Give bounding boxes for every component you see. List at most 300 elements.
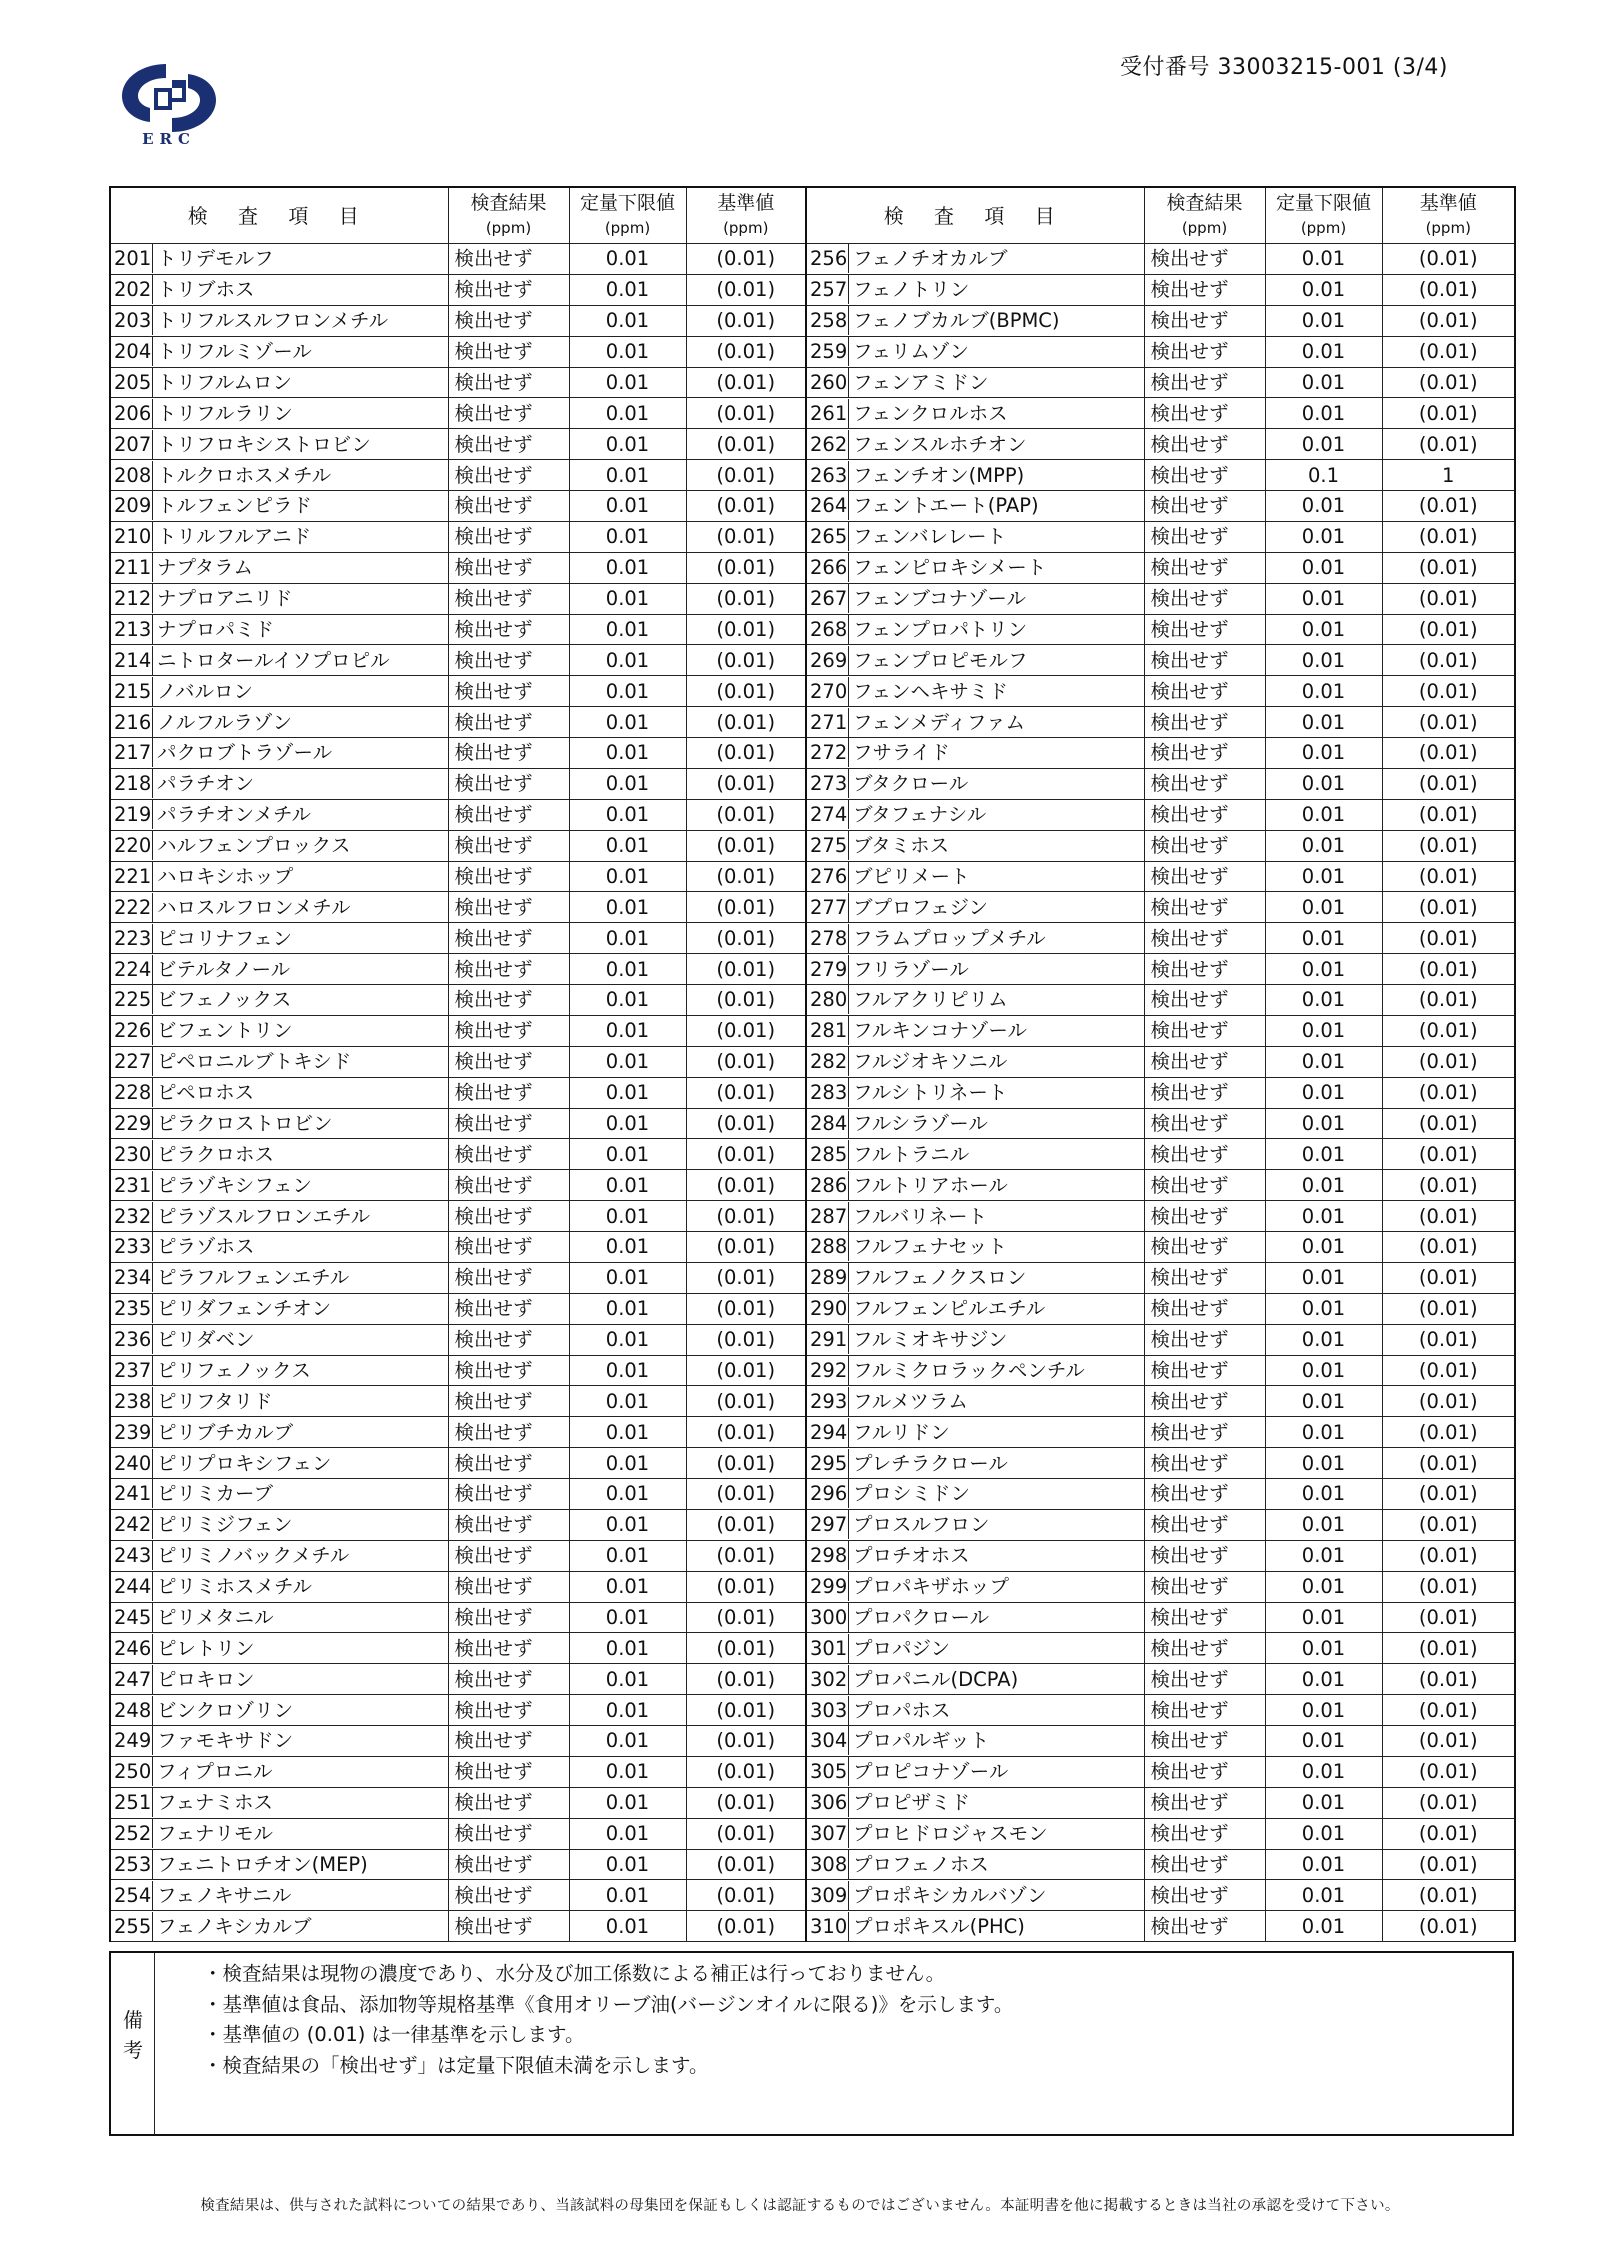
item-number: 286 [810,1171,849,1200]
table-row [110,1911,1515,1942]
loq-cell: 0.01 [1265,954,1382,985]
remark-item: ・ 基準値は食品、添加物等規格基準《食用オリーブ油(バージンオイルに限る)》を示します。 [203,1990,1013,2021]
item-name: フェリムゾン [853,340,970,364]
remark-item: ・ 検査結果は現物の濃度であり、水分及び加工係数による補正は行っておりません。 [203,1959,1013,1990]
loq-cell: 0.01 [569,1664,686,1695]
item-cell [110,1293,448,1324]
item-cell [110,1787,448,1818]
item-cell [110,1880,448,1911]
standard-cell: (0.01) [686,1818,806,1849]
item-name: フェノトリン [853,278,970,302]
standard-cell: (0.01) [686,1695,806,1726]
item-name: プロパニル(DCPA) [853,1667,1019,1691]
item-name: フェンクロルホス [853,401,1008,425]
remark-item: ・ 基準値の (0.01) は一律基準を示します。 [203,2020,1013,2051]
item-cell [806,954,1144,985]
item-cell [110,1262,448,1293]
result-cell: 検出せず [1144,583,1265,614]
loq-cell: 0.01 [569,1417,686,1448]
result-cell: 検出せず [1144,1911,1265,1942]
table-row [110,1880,1515,1911]
standard-cell: (0.01) [686,1077,806,1108]
loq-cell: 0.01 [569,676,686,707]
table-row [110,1756,1515,1787]
item-cell [110,1540,448,1571]
result-cell: 検出せず [448,1571,569,1602]
item-cell [806,244,1144,275]
item-name: フラムプロップメチル [853,926,1046,950]
item-cell [806,1448,1144,1479]
item-number: 252 [114,1819,153,1848]
standard-cell: (0.01) [1382,799,1515,830]
item-number: 211 [114,553,153,582]
item-cell [806,768,1144,799]
item-cell [110,1602,448,1633]
loq-cell: 0.01 [569,1262,686,1293]
item-number: 237 [114,1356,153,1385]
loq-cell: 0.01 [1265,1170,1382,1201]
item-name: ブタクロール [853,772,969,796]
standard-cell: (0.01) [1382,1571,1515,1602]
result-cell: 検出せず [1144,1201,1265,1232]
result-cell: 検出せず [448,1448,569,1479]
item-name: フルリドン [853,1420,950,1444]
standard-cell: (0.01) [1382,707,1515,738]
standard-cell: (0.01) [686,1108,806,1139]
item-name: ハロキシホップ [157,864,294,888]
item-cell [806,676,1144,707]
item-cell [110,676,448,707]
result-cell: 検出せず [448,861,569,892]
table-row [110,398,1515,429]
item-cell [806,707,1144,738]
loq-cell: 0.01 [569,1448,686,1479]
item-cell [110,1015,448,1046]
loq-cell: 0.01 [569,552,686,583]
item-name: プロヒドロジャスモン [853,1822,1048,1846]
item-name: トリフルスルフロンメチル [157,309,389,333]
item-number: 299 [810,1572,849,1601]
item-name: ピラゾスルフロンエチル [157,1204,371,1228]
loq-cell: 0.01 [1265,707,1382,738]
standard-cell: (0.01) [686,305,806,336]
result-cell: 検出せず [1144,1818,1265,1849]
loq-cell: 0.01 [1265,1726,1382,1757]
result-cell: 検出せず [448,830,569,861]
item-cell [806,799,1144,830]
item-cell [806,1911,1144,1942]
item-name: フルフェナセット [853,1235,1007,1259]
item-cell [110,1417,448,1448]
standard-cell: (0.01) [1382,1664,1515,1695]
header-item: 検 査 項 目 [110,187,448,244]
result-cell: 検出せず [1144,1880,1265,1911]
standard-cell: (0.01) [686,768,806,799]
standard-cell: (0.01) [686,1139,806,1170]
standard-cell: (0.01) [686,1232,806,1263]
item-name: ブタミホス [853,834,950,858]
item-cell [806,1015,1144,1046]
standard-cell: (0.01) [686,1602,806,1633]
standard-cell: (0.01) [1382,985,1515,1016]
item-number: 215 [114,677,153,706]
item-cell [806,1726,1144,1757]
remarks-box [109,1951,1514,2136]
result-cell: 検出せず [448,398,569,429]
item-name: プロパクロール [853,1605,990,1629]
loq-cell: 0.01 [1265,1108,1382,1139]
table-row [110,336,1515,367]
standard-cell: (0.01) [1382,738,1515,769]
table-row [110,1046,1515,1077]
item-cell [806,367,1144,398]
loq-cell: 0.01 [1265,1448,1382,1479]
result-cell: 検出せず [448,274,569,305]
item-name: フルトリアホール [853,1173,1008,1197]
result-cell: 検出せず [448,1170,569,1201]
table-row [110,1386,1515,1417]
loq-cell: 0.01 [569,1726,686,1757]
standard-cell: (0.01) [1382,923,1515,954]
standard-cell: (0.01) [686,1417,806,1448]
loq-cell: 0.01 [569,367,686,398]
result-cell: 検出せず [1144,1571,1265,1602]
item-number: 303 [810,1696,849,1725]
standard-cell: (0.01) [1382,830,1515,861]
result-cell: 検出せず [1144,1324,1265,1355]
result-cell: 検出せず [1144,1046,1265,1077]
item-number: 248 [114,1696,153,1725]
standard-cell: (0.01) [686,552,806,583]
item-cell [806,1571,1144,1602]
item-number: 208 [114,461,153,490]
standard-cell: (0.01) [686,521,806,552]
item-number: 275 [810,831,849,860]
result-cell: 検出せず [448,1787,569,1818]
item-name: ノルフルラゾン [157,710,292,734]
standard-cell: (0.01) [1382,1849,1515,1880]
item-name: フェンピロキシメート [853,556,1047,580]
item-name: ピコリナフェン [157,926,293,950]
item-number: 247 [114,1665,153,1694]
table-row [110,1787,1515,1818]
result-cell: 検出せず [448,460,569,491]
result-cell: 検出せず [1144,768,1265,799]
item-number: 268 [810,615,849,644]
table-row [110,768,1515,799]
item-name: ピラフルフェンエチル [157,1266,350,1290]
standard-cell: (0.01) [686,1046,806,1077]
loq-cell: 0.01 [1265,799,1382,830]
item-cell [806,491,1144,522]
loq-cell: 0.01 [1265,274,1382,305]
item-number: 243 [114,1541,153,1570]
result-cell: 検出せず [448,985,569,1016]
loq-cell: 0.01 [1265,1324,1382,1355]
loq-cell: 0.01 [1265,1633,1382,1664]
loq-cell: 0.01 [1265,1756,1382,1787]
table-row [110,244,1515,275]
standard-cell: (0.01) [1382,1355,1515,1386]
loq-cell: 0.01 [1265,1509,1382,1540]
table-row [110,1509,1515,1540]
result-cell: 検出せず [448,1602,569,1633]
item-name: プロポキスル(PHC) [853,1914,1025,1938]
standard-cell: (0.01) [686,1479,806,1510]
result-cell: 検出せず [1144,244,1265,275]
item-name: ナプタラム [157,556,253,580]
loq-cell: 0.01 [1265,861,1382,892]
item-name: フェンチオン(MPP) [853,463,1025,487]
loq-cell: 0.01 [569,1880,686,1911]
item-name: フルジオキソニル [853,1050,1008,1074]
item-cell [806,1201,1144,1232]
item-cell [110,985,448,1016]
table-row [110,1571,1515,1602]
loq-cell: 0.01 [569,1540,686,1571]
item-number: 285 [810,1140,849,1169]
result-cell: 検出せず [1144,1602,1265,1633]
item-name: フリラゾール [853,957,969,981]
item-cell [110,830,448,861]
item-cell [806,1695,1144,1726]
item-name: フェナリモル [157,1822,274,1846]
item-cell [806,429,1144,460]
table-row [110,707,1515,738]
result-cell: 検出せず [448,336,569,367]
result-cell: 検出せず [448,521,569,552]
item-number: 298 [810,1541,849,1570]
item-cell [806,1108,1144,1139]
item-number: 224 [114,955,153,984]
result-cell: 検出せず [1144,861,1265,892]
loq-cell: 0.01 [569,1479,686,1510]
item-cell [806,1633,1144,1664]
item-number: 255 [114,1912,153,1941]
loq-cell: 0.01 [569,1633,686,1664]
result-cell: 検出せず [448,367,569,398]
table-row [110,1015,1515,1046]
standard-cell: (0.01) [686,738,806,769]
item-number: 216 [114,708,153,737]
standard-cell: (0.01) [1382,954,1515,985]
loq-cell: 0.01 [569,1849,686,1880]
result-cell: 検出せず [448,1540,569,1571]
standard-cell: (0.01) [1382,1170,1515,1201]
item-number: 265 [810,522,849,551]
loq-cell: 0.01 [1265,1818,1382,1849]
standard-cell: (0.01) [686,645,806,676]
item-cell [110,768,448,799]
loq-cell: 0.01 [569,1509,686,1540]
result-cell: 検出せず [1144,707,1265,738]
result-cell: 検出せず [1144,274,1265,305]
item-number: 213 [114,615,153,644]
item-cell [110,1046,448,1077]
result-cell: 検出せず [1144,336,1265,367]
loq-cell: 0.01 [569,305,686,336]
table-row [110,614,1515,645]
standard-cell: (0.01) [686,1756,806,1787]
loq-cell: 0.01 [1265,521,1382,552]
loq-cell: 0.01 [569,583,686,614]
table-row [110,1540,1515,1571]
item-name: ブタフェナシル [853,803,987,827]
result-cell: 検出せず [448,1015,569,1046]
item-name: フェンブコナゾール [853,587,1026,611]
result-cell: 検出せず [448,244,569,275]
item-cell [806,892,1144,923]
item-number: 284 [810,1109,849,1138]
standard-cell: (0.01) [1382,1201,1515,1232]
result-cell: 検出せず [448,1201,569,1232]
standard-cell: (0.01) [1382,1633,1515,1664]
result-cell: 検出せず [1144,645,1265,676]
result-cell: 検出せず [448,1293,569,1324]
table-row [110,1324,1515,1355]
item-number: 290 [810,1294,849,1323]
result-cell: 検出せず [1144,429,1265,460]
standard-cell: (0.01) [1382,552,1515,583]
table-row [110,1602,1515,1633]
result-cell: 検出せず [1144,1108,1265,1139]
standard-cell: (0.01) [686,861,806,892]
item-number: 261 [810,399,849,428]
loq-cell: 0.01 [569,398,686,429]
table-row [110,460,1515,491]
standard-cell: (0.01) [1382,1602,1515,1633]
item-cell [110,614,448,645]
standard-cell: (0.01) [686,1355,806,1386]
item-name: フルキンコナゾール [853,1019,1027,1043]
item-cell [110,460,448,491]
result-cell: 検出せず [1144,1540,1265,1571]
standard-cell: (0.01) [1382,1880,1515,1911]
item-name: フェノキシカルブ [157,1914,312,1938]
item-number: 238 [114,1387,153,1416]
standard-cell: (0.01) [1382,367,1515,398]
item-name: フェナミホス [157,1791,274,1815]
table-row [110,1479,1515,1510]
standard-cell: (0.01) [686,336,806,367]
loq-cell: 0.01 [1265,1386,1382,1417]
header-result: 検査結果 (ppm) [448,187,569,244]
item-number: 272 [810,738,849,767]
loq-cell: 0.01 [1265,1201,1382,1232]
item-name: ピペロニルブトキシド [157,1050,352,1074]
standard-cell: (0.01) [1382,1448,1515,1479]
standard-cell: (0.01) [1382,861,1515,892]
item-number: 251 [114,1788,153,1817]
standard-cell: (0.01) [686,1201,806,1232]
standard-cell: (0.01) [686,1262,806,1293]
loq-cell: 0.01 [569,923,686,954]
result-cell: 検出せず [1144,1015,1265,1046]
result-cell: 検出せず [448,1417,569,1448]
loq-cell: 0.01 [1265,1046,1382,1077]
item-number: 210 [114,522,153,551]
table-row [110,1139,1515,1170]
table-row [110,1293,1515,1324]
item-name: ビンクロゾリン [157,1698,294,1722]
item-number: 230 [114,1140,153,1169]
loq-cell: 0.01 [1265,1417,1382,1448]
loq-cell: 0.01 [1265,583,1382,614]
result-cell: 検出せず [1144,892,1265,923]
item-number: 297 [810,1510,849,1539]
item-name: ピラクロホス [157,1142,275,1166]
item-name: ピペロホス [157,1081,255,1105]
loq-cell: 0.01 [569,1077,686,1108]
standard-cell: (0.01) [1382,1756,1515,1787]
loq-cell: 0.01 [569,1602,686,1633]
remarks-list [203,1959,1013,2081]
result-cell: 検出せず [1144,398,1265,429]
item-cell [806,1386,1144,1417]
standard-cell: (0.01) [1382,1787,1515,1818]
item-number: 206 [114,399,153,428]
item-cell [806,985,1144,1016]
item-number: 305 [810,1757,849,1786]
item-number: 229 [114,1109,153,1138]
item-cell [806,861,1144,892]
result-cell: 検出せず [1144,738,1265,769]
item-cell [110,398,448,429]
loq-cell: 0.01 [569,985,686,1016]
item-cell [110,305,448,336]
item-number: 209 [114,491,153,520]
loq-cell: 0.01 [1265,1880,1382,1911]
item-name: ピリミホスメチル [157,1575,313,1599]
loq-cell: 0.01 [1265,1664,1382,1695]
item-name: プロパホス [853,1698,951,1722]
result-cell: 検出せず [448,1324,569,1355]
item-name: ナプロパミド [157,617,275,641]
item-name: ピラゾキシフェン [157,1173,312,1197]
standard-cell: (0.01) [1382,244,1515,275]
result-cell: 検出せず [448,614,569,645]
standard-cell: (0.01) [1382,491,1515,522]
item-name: パラチオンメチル [157,803,312,827]
loq-cell: 0.01 [569,768,686,799]
item-number: 280 [810,985,849,1014]
table-row [110,1355,1515,1386]
loq-cell: 0.01 [569,1818,686,1849]
item-cell [110,1571,448,1602]
item-name: フルシトリネート [853,1081,1008,1105]
standard-cell: (0.01) [1382,1046,1515,1077]
loq-cell: 0.01 [1265,1232,1382,1263]
item-cell [110,1386,448,1417]
item-number: 232 [114,1202,153,1231]
item-cell [806,552,1144,583]
item-name: ピリミノバックメチル [157,1544,350,1568]
item-number: 222 [114,893,153,922]
loq-cell: 0.01 [1265,1911,1382,1942]
standard-cell: (0.01) [686,1633,806,1664]
standard-cell: (0.01) [686,1015,806,1046]
loq-cell: 0.01 [1265,676,1382,707]
item-number: 310 [810,1912,849,1941]
result-cell: 検出せず [448,1232,569,1263]
item-name: フェンプロパトリン [853,617,1028,641]
result-cell: 検出せず [448,1756,569,1787]
item-cell [806,1479,1144,1510]
table-row [110,1170,1515,1201]
table-row [110,1448,1515,1479]
standard-cell: (0.01) [686,1849,806,1880]
item-name: ビフェノックス [157,988,292,1012]
